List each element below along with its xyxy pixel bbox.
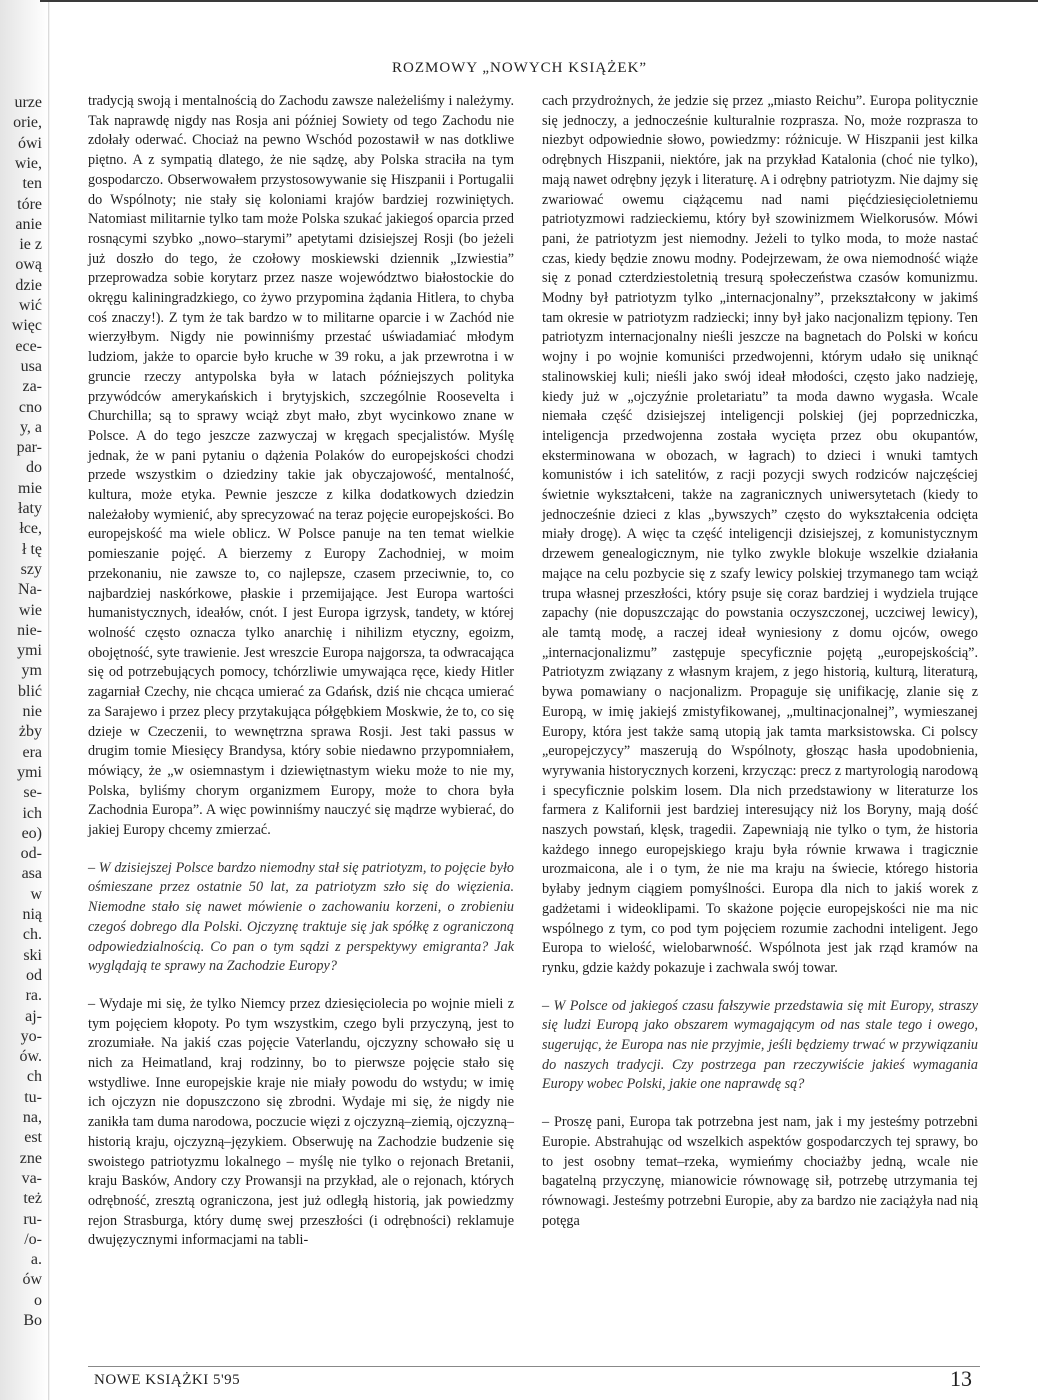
margin-fragment: ch [26, 1068, 42, 1086]
margin-fragment: żby [18, 723, 42, 741]
margin-fragment: w [30, 885, 42, 903]
margin-fragment: dzie [15, 276, 42, 294]
interview-question: – W dzisiejszej Polsce bardzo niemodny stał się patriotyzm, to pojęcie było ośmieszane przez ostatnie 50 lat, za patriotyzm szło się do więzienia. Niemodne stało się nawet mówienie o zachowaniu korzeni, o zrobieniu czegoś dobrego dla Polski. Ojczyznę traktuje się jak spółkę z ograniczoną odpowiedzialnością. Co pan o tym sądzi z perspektywy emigranta? Jak wyglądają te sprawy na Zachodzie Europy? [88, 859, 514, 975]
margin-fragment: ową [15, 256, 42, 274]
margin-fragment: ru- [23, 1210, 42, 1228]
margin-fragment: szy [20, 560, 42, 578]
margin-fragment: za- [22, 378, 42, 396]
margin-fragment: ski [23, 946, 42, 964]
margin-fragment: ów [22, 1271, 42, 1289]
publication-footer: NOWE KSIĄŻKI 5'95 [94, 1372, 241, 1388]
margin-fragment: łaty [18, 500, 42, 517]
margin-fragment: a. [30, 1251, 42, 1269]
margin-fragment: ł tę [22, 540, 42, 558]
running-head: ROZMOWY „NOWYCH KSIĄŻEK” [392, 60, 648, 76]
margin-fragment: też [23, 1190, 42, 1208]
margin-fragment: więc [11, 317, 42, 335]
margin-fragment: yo- [20, 1027, 42, 1045]
margin-fragment: na, [22, 1109, 42, 1126]
margin-fragment: wie, [14, 154, 42, 172]
margin-fragment: urze [14, 94, 42, 111]
margin-fragment: łce, [19, 520, 42, 538]
interview-question: – W Polsce od jakiegoś czasu fałszywie przedstawia się mit Europy, straszy się ludzi Europą jako obszarem wymagającym od nas stale tego i owego, sugerując, że Europa nas nie przyjmie, jeśli będziemy trwać w przywiązaniu do naszych tradycji. Czy postrzega pan rzeczywiście jakieś wymagania Europy wobec Polski, jakie one naprawdę są? [542, 997, 978, 1093]
margin-fragment: cno [18, 398, 42, 416]
margin-fragment: ymi [17, 763, 42, 781]
margin-fragment: tóre [17, 195, 42, 213]
margin-fragment: blić [18, 682, 42, 700]
margin-fragment: ra. [25, 987, 42, 1005]
margin-fragment: ece- [15, 337, 42, 355]
margin-fragment: ie z [19, 236, 42, 254]
margin-fragment: ymi [17, 642, 42, 660]
margin-fragment: wie [18, 601, 42, 619]
margin-fragment: od- [20, 845, 42, 863]
margin-fragment: ym [21, 662, 42, 680]
margin-fragment: orie, [13, 114, 42, 132]
top-rule [40, 0, 1038, 12]
margin-fragment: do [26, 459, 42, 477]
margin-fragment: era [22, 743, 42, 761]
margin-fragment: eo) [21, 824, 42, 842]
margin-fragment: tu- [24, 1088, 42, 1106]
margin-fragment: wić [18, 297, 42, 314]
margin-fragment: est [24, 1129, 42, 1147]
margin-fragment: se- [23, 784, 42, 802]
margin-fragment: nie [22, 703, 42, 720]
margin-fragment: aj- [25, 1007, 42, 1025]
margin-fragment: Bo [23, 1312, 42, 1329]
interview-answer: cach przydrożnych, że jedzie się przez „miasto Reichu”. Europa politycznie się jednoczy, a jednocześnie kulturalnie rozprasza. No, może rozprasza to niezbyt odpowiednie słowo, powiedzmy: różnicuje. W Hiszpanii jest kilka odrębnych Hiszpanii, niektóre, jak na przykład Katalonia (choć nie tylko), mają nawet odrębny język i literaturę. A i odrębny patriotyzm. Nie dajmy się zwariować owemu ciążącemu nad nami pięćdziesięcioletniemu patriotyzmowi radzieckiemu, który był szowinizmem Wielkorusów. Mówi pani, że patriotyzm jest niemodny. Jeżeli to tylko moda, to może nastać czas, kiedy będzie znowu modny. Podejrzewam, że owa niemodność wiąże się z ponad czterdziestoletnią tresurą społeczeństwa czasów komunizmu. Modny był patriotyzm tylko „internacjonalny”, przekształcony w jakimś tam okresie w patriotyzm radziecki; inny był jako nacjonalizm tępiony. Ten patriotyzm internacjonalny nieśli jeszcze na bagnetach do Polski w końcu wojny i po wojnie komuniści przedwojenni, którym udało się uniknąć stalinowskiej kuli; nieśli jako swój ideał młodości, często jako nadzieję, kiedy już w „ojczyźnie proletariatu” ta moda dawno wygasła. Wcale niemała część dzisiejszej inteligencji polskiej (jej poprzedniczka, inteligencja przedwojenna została wycięta przez obu okupantów, eksterminowana w obozach, w łagrach) to dzieci i wnuki tamtych komunistów i ich satelitów, z racji pozycji swych rodziców najczęściej świetnie wykształceni, także na zagranicznych uniwersytetach (kiedy to jednocześnie dzieci z klas „bywszych” często do wykształcenia odcięta miały drogę). A więc ta część inteligencji dzisiejszej, z komunistycznym drzewem genealogicznym, nie tylko zwykle blokuje wszelkie działania mające na celu pozbycie się z szafy lewicy polskiej trzymanego tam wciąż trupa własnej przeszłości, który psuje się coraz bardziej i wydziela trujące zapachy (nie dopuszczając do powstania oczyszczonej, uczciwej lewicy), ale tamtą modę, a raczej ideał wyniesiony z domu ojców, owego „internacjonalizmu” zastępuje specyficznie pojętą „europejskością”. Patriotyzm związany z własnym krajem, z jego historią, kulturą, literaturą, bywa pomawiany o nacjonalizm. Propaguje się unifikację, zlanie się z Europą, w imię jakiejś zmistyfikowanej, „multinacjonalnej”, wymieszanej Europy, która jest także samą utopią jak tamta marksistowska. Ci polscy „europejczycy” maszerują do Wspólnoty, głosząc hasła upodobnienia, wyrywania historycznych korzeni, krzycząc: precz z martyrologią narodową i specyficznie polskim losem. Dla nich przedstawiony w literaturze los farmera z Kalifornii jest bardziej interesujący niż los Boryny, mają dość naszych powstań, klęsk, tragedii. Zapewniają nie tylko o tym, że historia każdego innego europejskiego kraju była równie krwawa i tragicznie urozmaicona, ale i o tym, że nie ma kraju na świecie, którego historia byłaby jednym ciągiem pomyślności. Europa dla nich to jakiś worek z gadżetami i wideoklipami. To skażone pojęcie europejskości nie ma nic wspólnego z tym, co pod tym pojęciem rozumie zachodni inteligent. Jego Europa to wielość, wielobarwność. Wspólnota jest jak rząd kramów na rynku, gdzie każdy pokazuje i zachwala swój towar. [542, 93, 978, 976]
gutter-shadow [48, 0, 50, 1400]
margin-fragment: ów. [19, 1048, 42, 1066]
margin-fragment: zne [19, 1149, 42, 1167]
interview-answer: – Wydaje mi się, że tylko Niemcy przez dziesięciolecia po wojnie mieli z tym pojęciem kłopoty. Po tym wszystkim, czego byli przyczyną, jest to zrozumiałe. Na jakiś czas pojęcie Vaterlandu, ojczyzny schowało się u nich za Heimatland, kraj rodzinny, bo to pierwsze pojęcie stało się wstydliwe. Inne europejskie kraje nie miały powodu do wstydu; w imię ich ojczyzn nie dopuszczono się zbrodni. Wydaje mi się, że nigdy nie zanikła tam duma narodowa, poczucie więzi z ojczyzną–ziemią, ojczyzną–historią kraju, ojczyzną–językiem. Obserwuję na Zachodzie budzenie się swoistego patriotyzmu lokalnego – myślę nie tylko o rejonach Bretanii, kraju Basków, Andory czy Prowansji na przykład, ale o rejonach, których odrębność, zresztą ograniczona, jest już odległą historią, jak powiedzmy rejon Strasburga, który dumę swej przeszłości (i odrębności) reklamuje dwujęzycznymi informacjami na tabli- [88, 995, 514, 1249]
margin-fragment: ch. [22, 926, 42, 944]
interview-answer: tradycją swoją i mentalnością do Zachodu zawsze należeliśmy i należymy. Tak naprawdę nigdy nas Rosja ani później Sowiety od tego Zachodu nie zdołały oderwać. Chociaż na pewno Wschód pozostawił w nas dotkliwe piętno. A z sympatią dlatego, że nie sądzę, aby Polska straciła na tym gospodarczo. Obserwowałem przystosowywanie się Hiszpanii i Portugalii do Wspólnoty; nie stały się koloniami krajów bardziej rozwiniętych. Natomiast militarnie tylko tam może Polska szukać jakiegoś oparcia przed rosnącymi szybko „nowo–starymi” apetytami dzisiejszej Rosji (bo jeżeli już doszło do tego, że czołowy moskiewski dziennik „Izwiestia” przeprowadza sobie korytarz przez nasze województwo białostockie do okręgu kaliningradzkiego, co żywo przypomina żądania Hitlera, to chyba coś znaczy!). Z tym że tak bardzo w to militarne oparcie i w Zachód nie wierzyłbym. Nigdy nie powinniśmy przestać uświadamiać młodym ludziom, jakże to oparcie było kruche w 39 roku, a jak przewrotna i w gruncie rzeczy antypolska była w latach późniejszych polityka przywódców amerykańskich i brytyjskich, szczególnie Roosevelta i Churchilla; są to sprawy wciąż zbyt mało, zbyt wycinkowo znane w Polsce. A do tego jeszcze zazwyczaj w kręgach specjalistów. Myślę jednak, że w pani pytaniu o dążenia Polaków do europejskości chodzi przede wszystkim o dziedziny takie jak obyczajowość, mentalność, kultura, może etyka. Pewnie jeszcze z kilka dodatkowych dziedzin należałoby wymienić, aby sprecyzować na teraz pojęcie europejskości. Bo europejskość ma wiele oblicz. W Polsce panuje na ten temat wielkie pomieszanie pojęć. A bierzemy z Europy Zachodniej, w moim przekonaniu, nie zawsze to, co najlepsze, czasem przeciwnie, to, co najbardziej naskórkowe, płaskie i przemijające. Jest Europa wartości humanistycznych, ideałów, cnót. I jest Europa igrzysk, tandety, w której wolność często oznacza tylko anarchię i nihilizm etyczny, egoizm, obojętność, syte trawienie. Jest wreszcie Europa najgorsza, ta odwracająca się od potrzebujących pomocy, tchórzliwie umywająca ręce, kiedy Hitler zagarniał Czechy, nie chcąca umierać za Gdańsk, dziś nie chcąca umierać za Sarajewo i przez plecy przytakująca półgębkiem Moskwie, że to, co się dzieje w Czeczenii, to wewnętrzna sprawa Rosji. Jest taki passus w drugim tomie Miesięcy Brandysa, który sobie niedawno przypomniałem, mówiący, że „w osiemnastym i dziewiętnastym wieku może to nie my, Polska, byliśmy chorym organizmem Europy, może to chora była Zachodnia Europa”. A więc powinniśmy nauczyć się mądrze wybierać, do jakiej Europy chcemy zmierzać. [88, 93, 514, 839]
margin-fragment: usa [20, 357, 42, 375]
margin-fragment: nie- [17, 621, 42, 639]
interview-answer: – Proszę pani, Europa tak potrzebna jest nam, jak i my jesteśmy potrzebni Europie. Abstrahując od wszelkich aspektów gospodarczych tej sprawy, bo to jest osobny temat–rzeka, wymieńmy chociażby jedną, wcale nie bagatelną przyczynę, mianowicie równowagę sił, potrzebę utrzymania tej równowagi. Jesteśmy potrzebni Europie, aby za bardzo nie zaciążyła nad nią potęga [542, 1114, 978, 1229]
margin-fragment: mie [18, 479, 42, 497]
footer-rule [88, 1366, 980, 1367]
margin-fragment: nią [22, 906, 42, 923]
margin-fragment: ich [22, 804, 42, 822]
margin-fragment: par- [16, 439, 42, 457]
margin-fragment: anie [15, 215, 42, 233]
adjacent-page-strip [0, 0, 48, 1400]
left-text-column [88, 92, 514, 1251]
margin-fragment: Na- [18, 581, 42, 599]
margin-fragment: ówi [18, 134, 42, 152]
margin-fragment: ten [22, 175, 42, 193]
margin-fragment: va- [21, 1169, 42, 1187]
page-number: 13 [950, 1366, 972, 1391]
margin-fragment: o [34, 1291, 42, 1309]
margin-fragment: /o- [24, 1230, 42, 1248]
margin-fragment: od [26, 966, 42, 984]
margin-fragment: y, a [19, 418, 42, 436]
right-text-column [542, 92, 978, 1231]
margin-fragment: asa [21, 865, 42, 883]
